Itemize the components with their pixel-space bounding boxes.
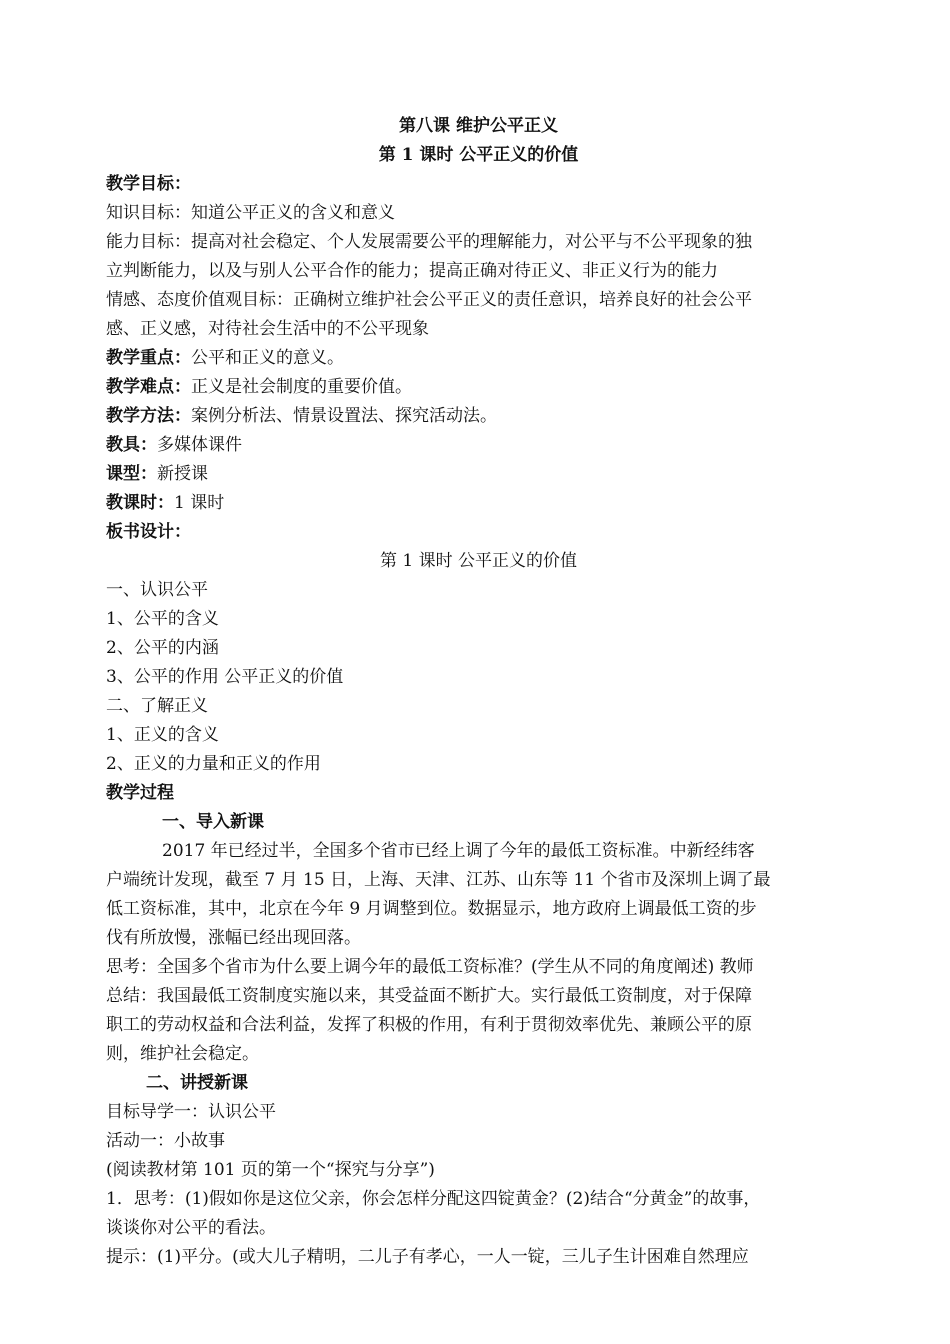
method-value: 案例分析法、情景设置法、探究活动法。 (191, 406, 497, 426)
board-item: 3、公平的作用 公平正义的价值 (106, 667, 344, 687)
think-paragraph-line: 思考：全国多个省市为什么要上调今年的最低工资标准？(学生从不同的角度阐述) 教师 (106, 957, 754, 977)
lesson-title: 第八课 维护公平正义 (399, 116, 558, 136)
intro-paragraph-line: 2017 年已经过半，全国多个省市已经上调了今年的最低工资标准。中新经纬客 (162, 841, 755, 861)
board-item: 1、公平的含义 (106, 609, 219, 629)
tools-value: 多媒体课件 (157, 435, 242, 455)
class-hours (106, 489, 851, 518)
method-label: 教学方法： (106, 406, 191, 426)
emotion-objective-line1: 情感、态度价值观目标：正确树立维护社会公平正义的责任意识，培养良好的社会公平 (106, 290, 752, 310)
document-body (106, 112, 851, 1272)
key-point (106, 344, 851, 373)
think-paragraph-line: 总结：我国最低工资制度实施以来，其受益面不断扩大。实行最低工资制度，对于保障 (106, 986, 752, 1006)
goal-one: 目标导学一：认识公平 (106, 1102, 276, 1122)
lesson-type (106, 460, 851, 489)
key-point-value: 公平和正义的意义。 (191, 348, 344, 368)
teaching-tools (106, 431, 851, 460)
section-new-lesson-heading: 二、讲授新课 (146, 1073, 248, 1093)
section-intro-heading: 一、导入新课 (162, 812, 264, 832)
difficulty-value: 正义是社会制度的重要价值。 (191, 377, 412, 397)
difficulty-label: 教学难点： (106, 377, 191, 397)
hours-value: 1 课时 (174, 493, 225, 513)
think-paragraph-line: 则，维护社会稳定。 (106, 1044, 259, 1064)
board-item: 二、了解正义 (106, 696, 208, 716)
question-line: 谈谈你对公平的看法。 (106, 1218, 276, 1238)
board-title: 第 1 课时 公平正义的价值 (379, 551, 578, 571)
process-heading: 教学过程 (106, 783, 174, 803)
board-item: 2、公平的内涵 (106, 638, 219, 658)
reading-instruction: (阅读教材第 101 页的第一个“探究与分享”) (106, 1160, 435, 1180)
intro-paragraph-line: 户端统计发现，截至 7 月 15 日，上海、天津、江苏、山东等 11 个省市及深圳上调了最 (106, 870, 771, 890)
emotion-objective-line2: 感、正义感，对待社会生活中的不公平现象 (106, 319, 429, 339)
objectives-heading: 教学目标： (106, 174, 191, 194)
board-item: 1、正义的含义 (106, 725, 219, 745)
teaching-method (106, 402, 851, 431)
difficulty-point (106, 373, 851, 402)
intro-paragraph-line: 伐有所放慢，涨幅已经出现回落。 (106, 928, 361, 948)
think-paragraph-line: 职工的劳动权益和合法利益，发挥了积极的作用，有利于贯彻效率优先、兼顾公平的原 (106, 1015, 752, 1035)
hint-line: 提示：(1)平分。(或大儿子精明，二儿子有孝心，一人一锭，三儿子生计困难自然理应 (106, 1247, 749, 1267)
question-line: 1．思考：(1)假如你是这位父亲，你会怎样分配这四锭黄金？(2)结合“分黄金”的故事， (106, 1189, 761, 1209)
ability-objective-line2: 立判断能力，以及与别人公平合作的能力；提高正确对待正义、非正义行为的能力 (106, 261, 718, 281)
hours-label: 教课时： (106, 493, 174, 513)
board-item: 2、正义的力量和正义的作用 (106, 754, 321, 774)
knowledge-objective: 知识目标：知道公平正义的含义和意义 (106, 203, 395, 223)
activity-one: 活动一：小故事 (106, 1131, 225, 1151)
tools-label: 教具： (106, 435, 157, 455)
type-label: 课型： (106, 464, 157, 484)
board-heading: 板书设计： (106, 522, 191, 542)
key-point-label: 教学重点： (106, 348, 191, 368)
type-value: 新授课 (157, 464, 208, 484)
session-title: 第 1 课时 公平正义的价值 (378, 145, 579, 165)
intro-paragraph-line: 低工资标准，其中，北京在今年 9 月调整到位。数据显示，地方政府上调最低工资的步 (106, 899, 757, 919)
ability-objective-line1: 能力目标：提高对社会稳定、个人发展需要公平的理解能力，对公平与不公平现象的独 (106, 232, 752, 252)
board-item: 一、认识公平 (106, 580, 208, 600)
